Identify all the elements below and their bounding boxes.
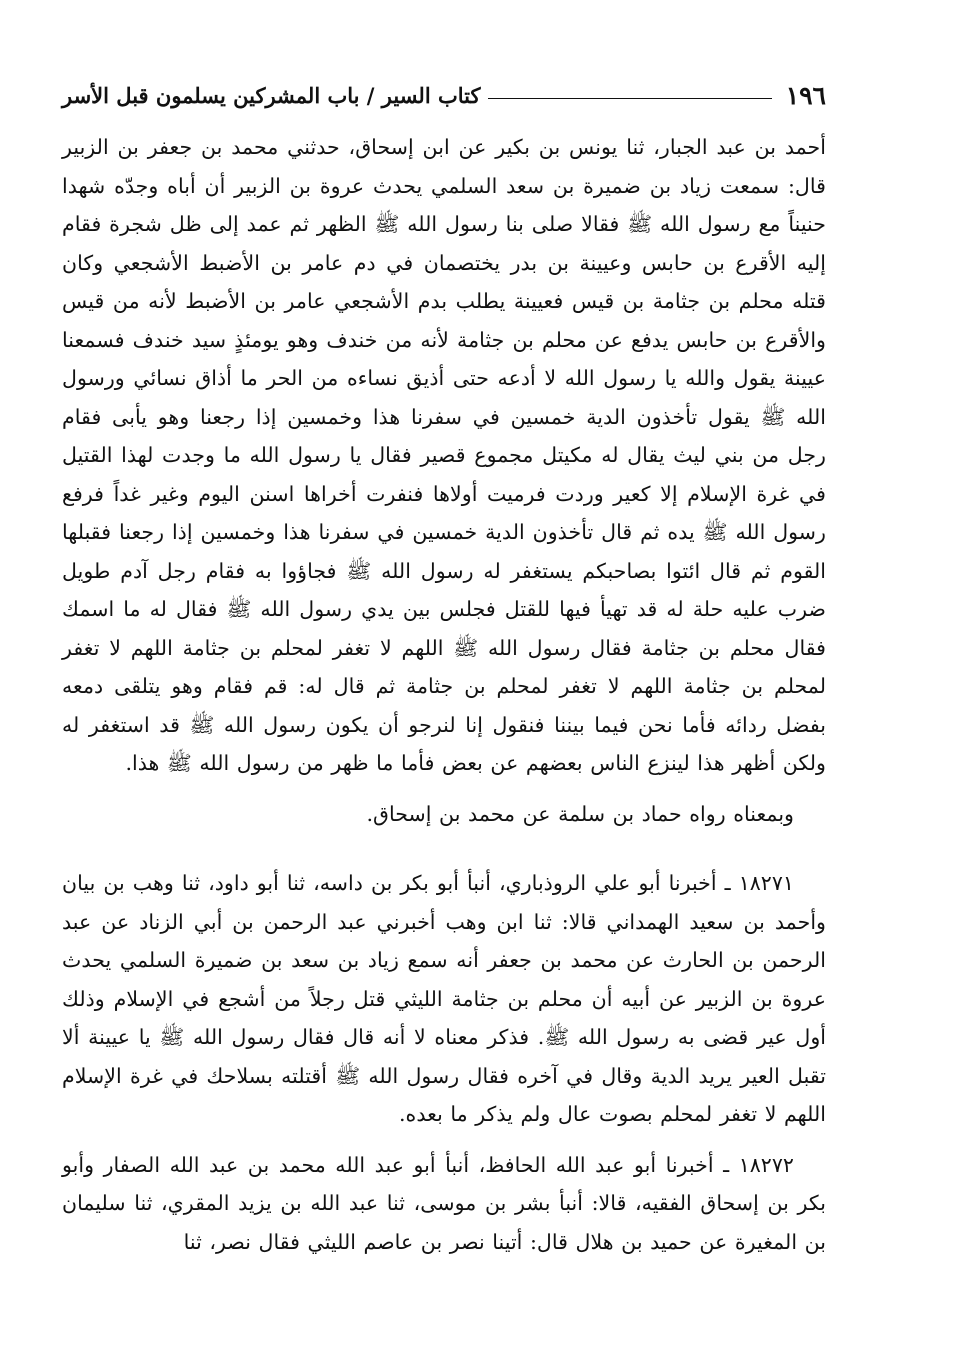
paragraph-hadith-18272: ١٨٢٧٢ ـ أخبرنا أبو عبد الله الحافظ، أنبأ أبو عبد الله محمد بن عبد الله الصفار وأبو بكر بن إسحاق الفقيه، قالا: أنبأ بشر بن موسى، ثنا عبد الله بن يزيد المقري، ثنا سليمان بن المغيرة عن حميد بن هلال قال: أتينا نصر بن عاصم الليثي فقال نصر، ثنا <box>62 1152 826 1254</box>
paragraph-narration-note: وبمعناه رواه حماد بن سلمة عن محمد بن إسحاق. <box>366 801 794 826</box>
paragraph-gap <box>62 783 826 795</box>
page-header <box>62 78 826 112</box>
paragraph-hadith-continuation: أحمد بن عبد الجبار، ثنا يونس بن بكير عن ابن إسحاق، حدثني محمد بن جعفر بن الزبير قال: سمعت زياد بن ضميرة بن سعد السلمي يحدث عروة بن الزبير أن أباه وجدّه شهدا حنيناً مع رسول الله ﷺ فقالا صلى بنا رسول الله ﷺ الظهر ثم عمد إلى ظل شجرة فقام إليه الأقرع بن حابس وعيينة بن بدر يختصمان في دم عامر بن الأضبط الأشجعي وكان قتله محلم بن جثامة بن قيس فعيينة يطلب بدم الأشجعي عامر بن الأضبط لأنه من قيس والأقرع بن حابس يدفع عن محلم بن جثامة لأنه من خندف وهو يومئذٍ سيد خندف فسمعنا عيينة يقول والله يا رسول الله لا أدعه حتى أذيق نساءه من الحر ما أذاق نسائي ورسول الله ﷺ يقول تأخذون الدية خمسين في سفرنا هذا وخمسين إذا رجعنا وهو يأبى فقام رجل من بني ليث يقال له مكيتل مجموع قصير فقال يا رسول الله ما وجدت لهذا القتيل في غرة الإسلام إلا كعير وردت فرميت أولاها فنفرت أخراها اسنن اليوم وغير غداً فرفع رسول الله ﷺ يده ثم قال تأخذون الدية خمسين في سفرنا هذا وخمسين إذا رجعنا فقبلها القوم ثم قال ائتوا بصاحبكم يستغفر له رسول الله ﷺ فجاؤوا به فقام رجل آدم طويل ضرب عليه حلة له قد تهيأ فيها للقتل فجلس بين يدي رسول الله ﷺ فقال له ما اسمك فقال محلم بن جثامة فقال رسول الله ﷺ اللهم لا تغفر لمحلم بن جثامة اللهم لا تغفر لمحلم بن جثامة اللهم لا تغفر لمحلم بن جثامة ثم قال له: قم فقام وهو يتلقى دمعه بفضل ردائه فأما نحن فيما بيننا فنقول إنا لنرجو أن يكون رسول الله ﷺ قد استغفر له ولكن أظهر هذا لينزع الناس بعضهم عن بعض فأما ما ظهر من رسول الله ﷺ هذا. <box>62 135 826 775</box>
paragraph-gap <box>62 833 826 864</box>
running-title: كتاب السير / باب المشركين يسلمون قبل الأسر <box>62 82 481 108</box>
page-number: ١٩٦ <box>785 80 826 110</box>
paragraph-hadith-18271: ١٨٢٧١ ـ أخبرنا أبو علي الروذباري، أنبأ أبو بكر بن داسه، ثنا أبو داود، ثنا وهب بن بيان وأحمد بن سعيد الهمداني قالا: ثنا ابن وهب أخبرني عبد الرحمن بن أبي الزناد عن عبد الرحمن بن الحارث عن محمد بن جعفر أنه سمع زياد بن سعد بن ضميرة السلمي يحدث عروة بن الزبير عن أبيه أن محلم بن جثامة الليثي قتل رجلاً من أشجع في الإسلام وذلك أول عير قضى به رسول الله ﷺ. فذكر معناه لا أنه قال فقال رسول الله ﷺ يا عيينة ألا تقبل العير يريد الدية وقال في آخره فقال رسول الله ﷺ أقتلته بسلاحك في غرة الإسلام اللهم لا تغفر لمحلم بصوت عال ولم يذكر ما بعده. <box>62 871 826 1126</box>
header-rule <box>488 98 771 99</box>
body-text <box>62 128 826 1261</box>
paragraph-gap <box>62 1134 826 1146</box>
